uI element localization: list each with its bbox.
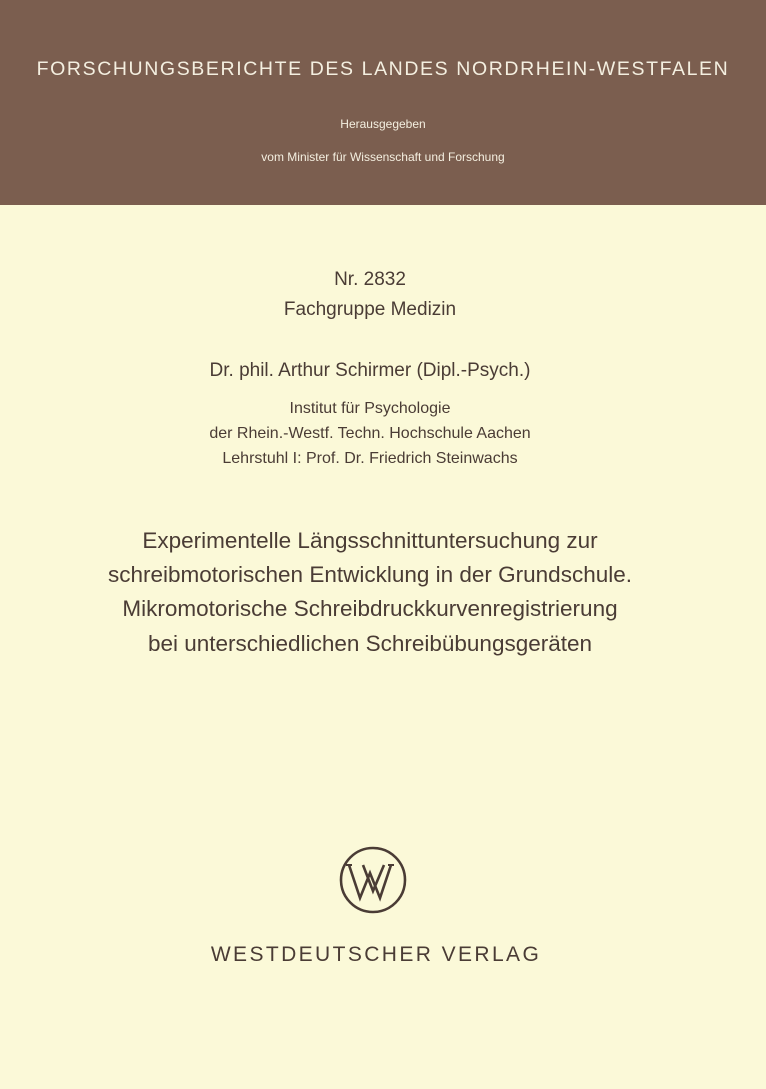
editor-name: vom Minister für Wissenschaft und Forschung <box>261 150 505 164</box>
title-line: Experimentelle Längsschnittuntersuchung zur <box>142 528 598 553</box>
author-name: Dr. phil. Arthur Schirmer (Dipl.-Psych.) <box>209 360 531 381</box>
title-line: bei unterschiedlichen Schreibübungsgeräten <box>147 631 593 656</box>
series-header-band <box>0 0 766 205</box>
affiliation-line: Lehrstuhl I: Prof. Dr. Friedrich Steinwachs <box>222 450 518 467</box>
issue-number: Nr. 2832 <box>334 269 406 290</box>
subject-group: Fachgruppe Medizin <box>283 299 457 320</box>
title-line: schreibmotorischen Entwicklung in der Grundschule. <box>107 562 632 587</box>
publisher-logo-icon <box>338 845 408 915</box>
series-title: FORSCHUNGSBERICHTE DES LANDES NORDRHEIN-WESTFALEN <box>36 58 730 80</box>
title-line: Mikromotorische Schreibdruckkurvenregistrierung <box>122 596 618 621</box>
editor-label: Herausgegeben <box>340 117 426 131</box>
affiliation-line: der Rhein.-Westf. Techn. Hochschule Aachen <box>209 425 531 442</box>
affiliation-line: Institut für Psychologie <box>289 400 451 417</box>
publisher-name: WESTDEUTSCHER VERLAG <box>210 943 542 966</box>
